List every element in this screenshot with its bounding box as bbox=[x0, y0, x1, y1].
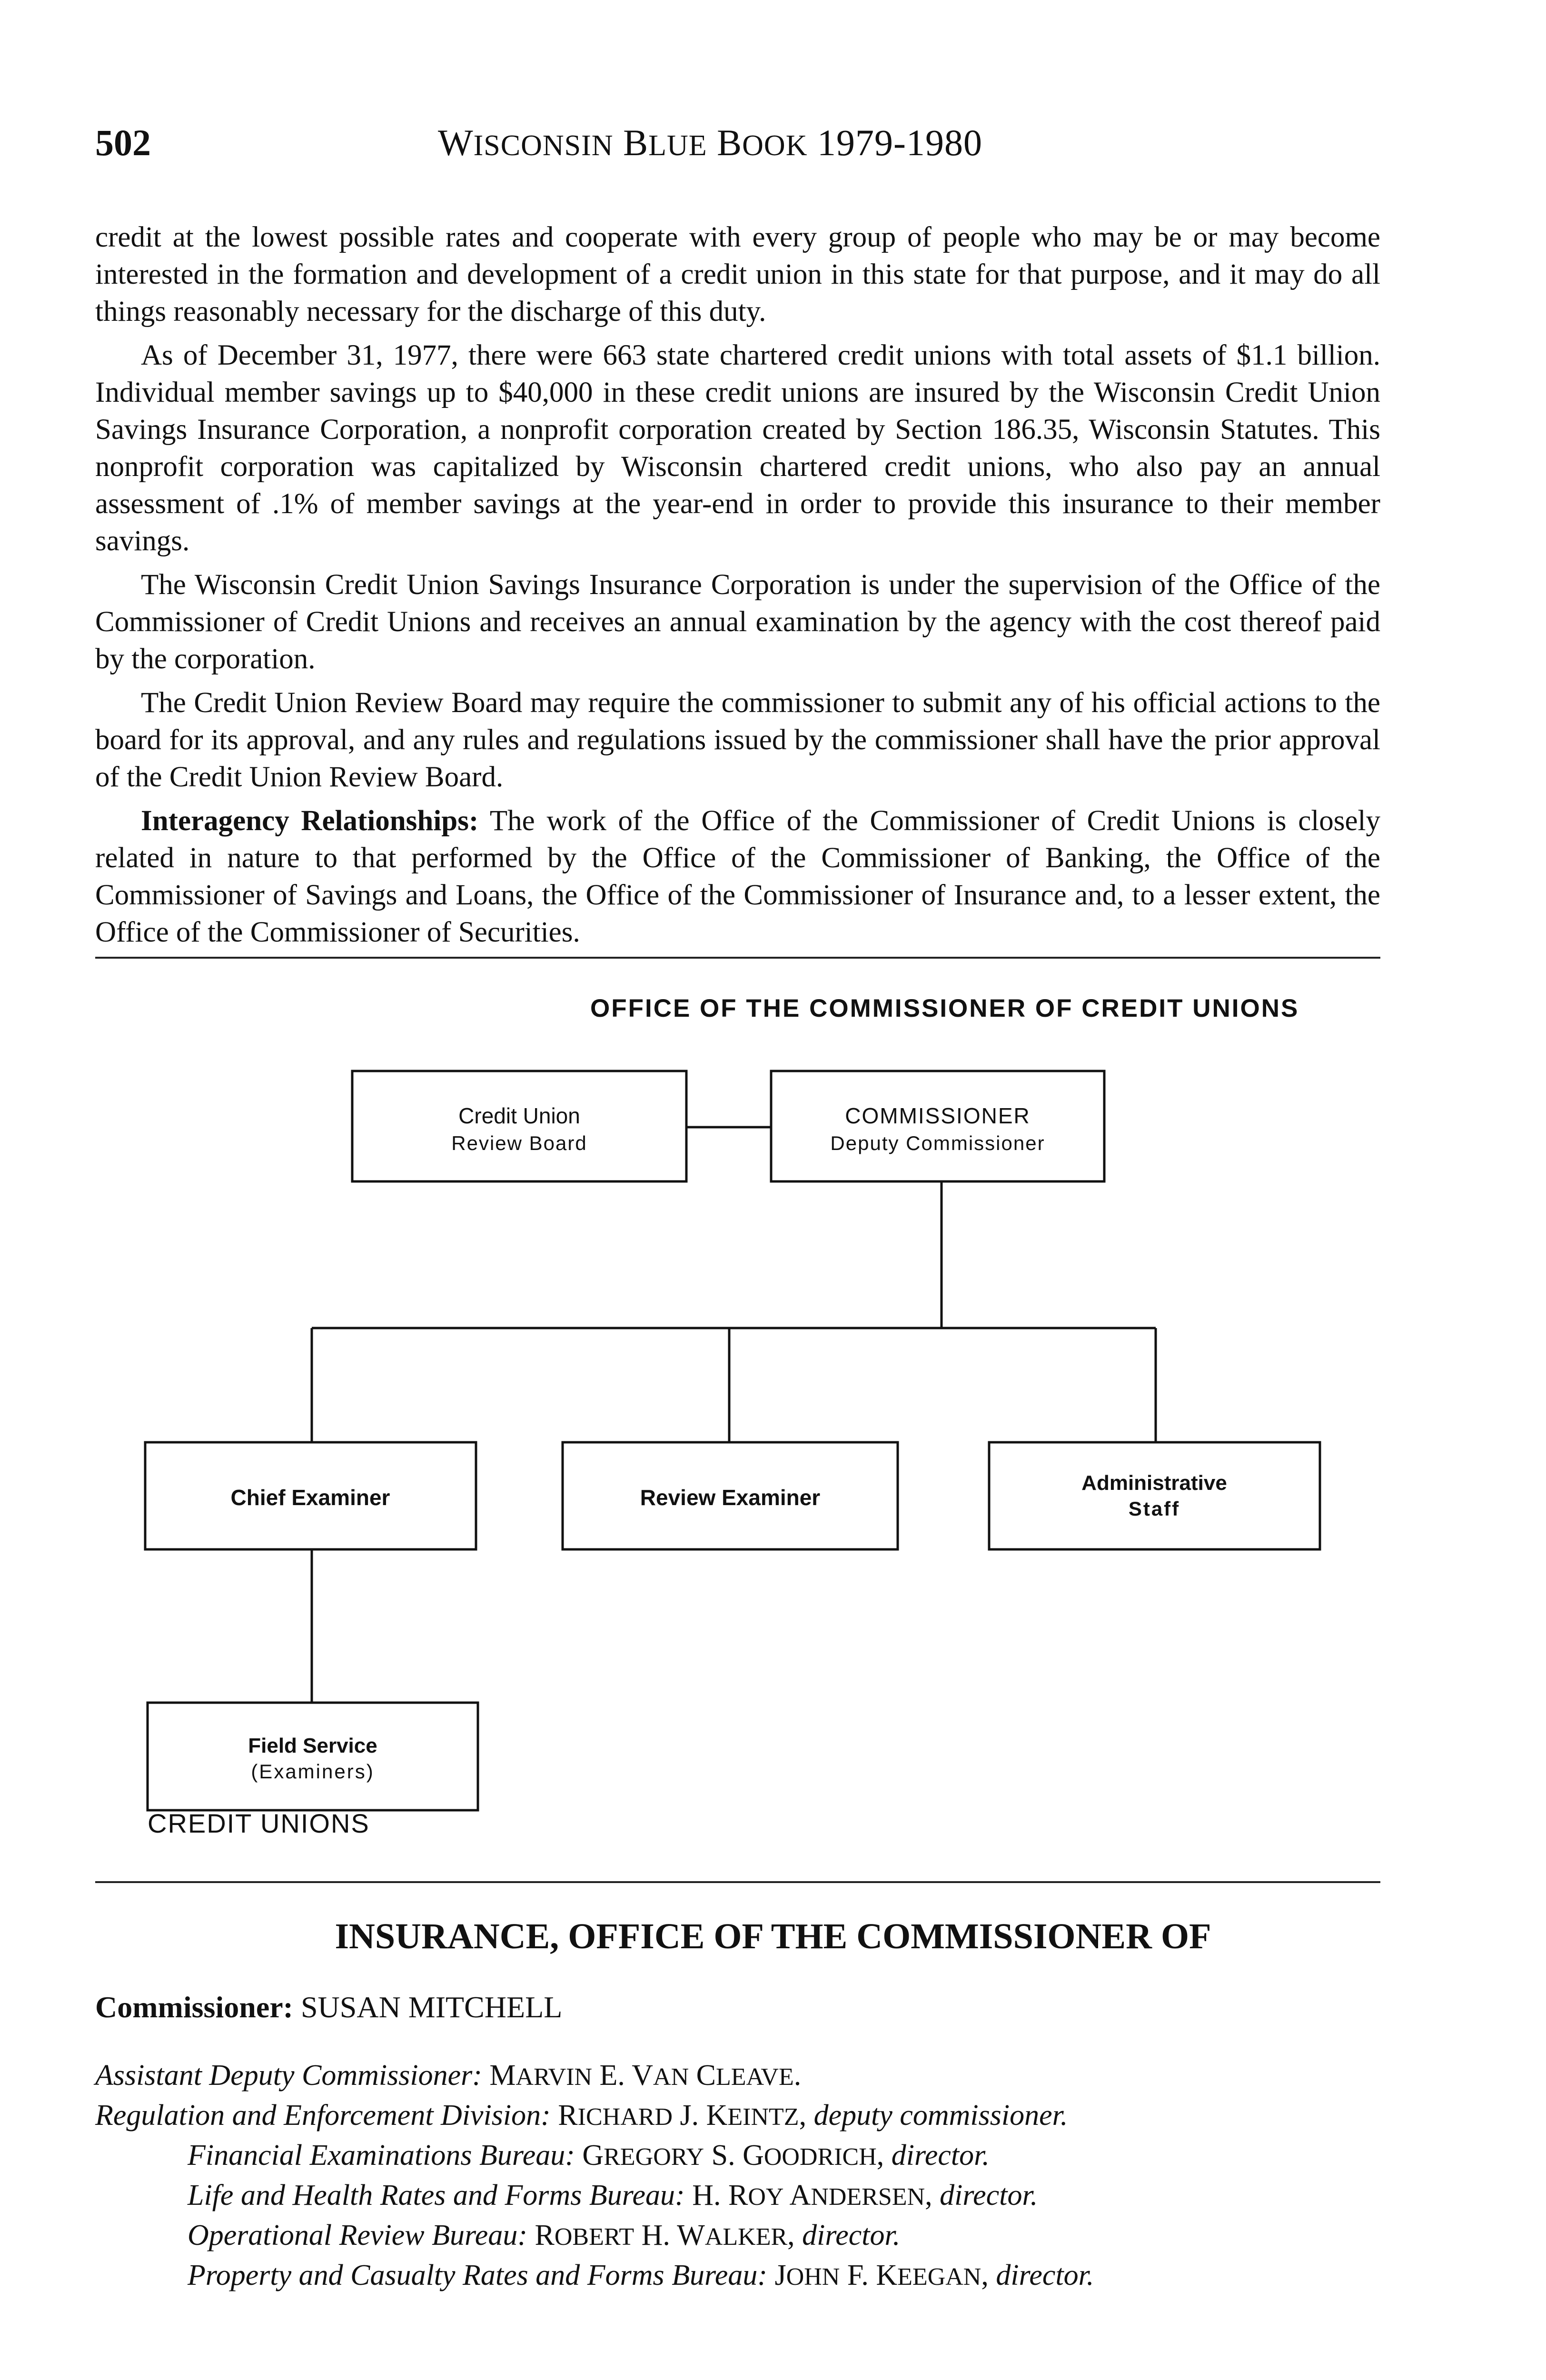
staff-row bbox=[95, 2256, 1428, 2296]
running-head-b2: B bbox=[717, 122, 743, 163]
staff-role: director. bbox=[996, 2259, 1094, 2291]
commissioner-label: Commissioner: bbox=[95, 1990, 293, 2024]
staff-name-part: H. W bbox=[634, 2219, 705, 2251]
commissioner-line bbox=[95, 1990, 562, 2025]
staff-name-part: J. K bbox=[673, 2099, 728, 2132]
staff-name-part: NDERSEN bbox=[811, 2183, 925, 2211]
commissioner-name: SUSAN MITCHELL bbox=[300, 1990, 563, 2024]
staff-title: Property and Casualty Rates and Forms Bureau: bbox=[188, 2259, 768, 2291]
paragraph-4: The Credit Union Review Board may require the commissioner to submit any of his official actions to the board for its approval, and any rules and regulations issued by the commissioner shall have the prior approval of the Credit Union Review Board. bbox=[95, 687, 1380, 793]
admin-staff-line1: Administrative bbox=[1081, 1471, 1227, 1495]
staff-name-part: EINTZ bbox=[727, 2103, 799, 2131]
credit-unions-label: CREDIT UNIONS bbox=[148, 1808, 370, 1838]
staff-name-part: OBERT bbox=[554, 2223, 634, 2251]
staff-punct: , bbox=[981, 2259, 996, 2291]
administrative-staff-box bbox=[989, 1442, 1320, 1549]
staff-name-part: OODRICH bbox=[763, 2143, 877, 2171]
bottom-divider bbox=[95, 1881, 1380, 1883]
staff-title: Life and Health Rates and Forms Bureau: bbox=[188, 2179, 685, 2211]
staff-title: Financial Examinations Bureau: bbox=[188, 2139, 575, 2172]
review-board-line1: Credit Union bbox=[458, 1103, 580, 1128]
staff-title: Assistant Deputy Commissioner: bbox=[95, 2059, 482, 2092]
staff-punct: . bbox=[793, 2059, 802, 2092]
staff-title: Operational Review Bureau: bbox=[188, 2219, 527, 2251]
paragraph-2: As of December 31, 1977, there were 663 state chartered credit unions with total assets of $1.1 billion. Individual member savings up to $40,000 in these credit unions are insured by the Wisconsin Credit Union Savings Insurance Corporation, a nonprofit corporation created by Section 186.35, Wisconsin Statutes. This nonprofit corporation was capitalized by Wisconsin chartered credit unions, who also pay an annual assessment of .1% of member savings at the year-end in order to provide this insurance to their member savings. bbox=[95, 339, 1380, 557]
section-heading: INSURANCE, OFFICE OF THE COMMISSIONER OF bbox=[335, 1916, 1211, 1956]
staff-name-part: E. V bbox=[592, 2059, 654, 2092]
page-number: 502 bbox=[95, 122, 151, 163]
running-head-b: B bbox=[623, 122, 649, 163]
staff-name-part: ARVIN bbox=[515, 2063, 593, 2091]
staff-name-part: H. R bbox=[692, 2179, 748, 2211]
field-service-line2: (Examiners) bbox=[251, 1760, 375, 1783]
staff-row bbox=[95, 2176, 1428, 2216]
staff-list bbox=[95, 2056, 1428, 2296]
running-head-years: 1979-1980 bbox=[817, 122, 982, 163]
staff-row bbox=[95, 2056, 1428, 2096]
staff-title: Regulation and Enforcement Division: bbox=[95, 2099, 551, 2132]
running-head-lue: LUE bbox=[648, 129, 707, 162]
org-chart-title: OFFICE OF THE COMMISSIONER OF CREDIT UNIONS bbox=[590, 994, 1299, 1022]
staff-row bbox=[95, 2216, 1428, 2256]
staff-role: director. bbox=[940, 2179, 1038, 2211]
staff-name-part: R bbox=[535, 2219, 555, 2251]
admin-staff-line2: Staff bbox=[1128, 1497, 1180, 1520]
staff-role: director. bbox=[891, 2139, 990, 2172]
staff-role: director. bbox=[802, 2219, 901, 2251]
commissioner-line1: COMMISSIONER bbox=[845, 1103, 1031, 1128]
staff-name-part: LEAVE bbox=[716, 2063, 794, 2091]
staff-name-part: C bbox=[689, 2059, 716, 2092]
staff-name-part: ALKER bbox=[704, 2223, 788, 2251]
field-service-line1: Field Service bbox=[248, 1734, 377, 1757]
staff-name-part: M bbox=[489, 2059, 516, 2092]
staff-row bbox=[95, 2096, 1428, 2136]
running-head-ook: OOK bbox=[742, 129, 808, 162]
staff-punct: , bbox=[787, 2219, 803, 2251]
review-examiner-label: Review Examiner bbox=[640, 1485, 821, 1510]
running-head-w: W bbox=[438, 122, 474, 163]
staff-name-part: S. G bbox=[704, 2139, 764, 2172]
interagency-text: The work of the Office of the Commissioner of Credit Unions is closely related in nature to that performed by the Office of the Commissioner of Banking, the Office of the Commissioner of Savings and Loans, the Office of the Commissioner of Insurance and, to a lesser extent, the Office of the Commissioner of Securities. bbox=[95, 805, 1380, 948]
staff-punct: , bbox=[925, 2179, 940, 2211]
commissioner-line2: Deputy Commissioner bbox=[830, 1132, 1045, 1154]
staff-name-part: EEGAN bbox=[897, 2263, 981, 2291]
staff-name-part: A bbox=[783, 2179, 811, 2211]
staff-role: deputy commissioner. bbox=[813, 2099, 1068, 2132]
staff-name-part: ICHARD bbox=[577, 2103, 673, 2131]
staff-name-part: OHN bbox=[786, 2263, 840, 2291]
interagency-label: Interagency Relationships: bbox=[141, 805, 479, 837]
staff-name-part: F. K bbox=[840, 2259, 898, 2291]
staff-name-part: R bbox=[558, 2099, 578, 2132]
review-board-line2: Review Board bbox=[451, 1132, 587, 1154]
paragraph-1: credit at the lowest possible rates and cooperate with every group of people who may be or may become interested in the formation and development of a credit union in this state for that purpose, and it may do all things reasonably necessary for the discharge of this duty. bbox=[95, 221, 1380, 327]
staff-row bbox=[95, 2136, 1428, 2176]
staff-name-part: REGORY bbox=[604, 2143, 704, 2171]
staff-name-part: G bbox=[582, 2139, 604, 2172]
staff-punct: , bbox=[876, 2139, 892, 2172]
running-head-isconsin: ISCONSIN bbox=[473, 129, 614, 162]
staff-punct: , bbox=[799, 2099, 814, 2132]
staff-name-part: AN bbox=[653, 2063, 689, 2091]
staff-name-part: J bbox=[774, 2259, 786, 2291]
staff-name-part: OY bbox=[748, 2183, 784, 2211]
paragraph-3: The Wisconsin Credit Union Savings Insurance Corporation is under the supervision of the Office of the Commissioner of Credit Unions and receives an annual examination by the agency with the cost thereof paid by the corporation. bbox=[95, 569, 1380, 675]
chief-examiner-label: Chief Examiner bbox=[230, 1485, 390, 1510]
